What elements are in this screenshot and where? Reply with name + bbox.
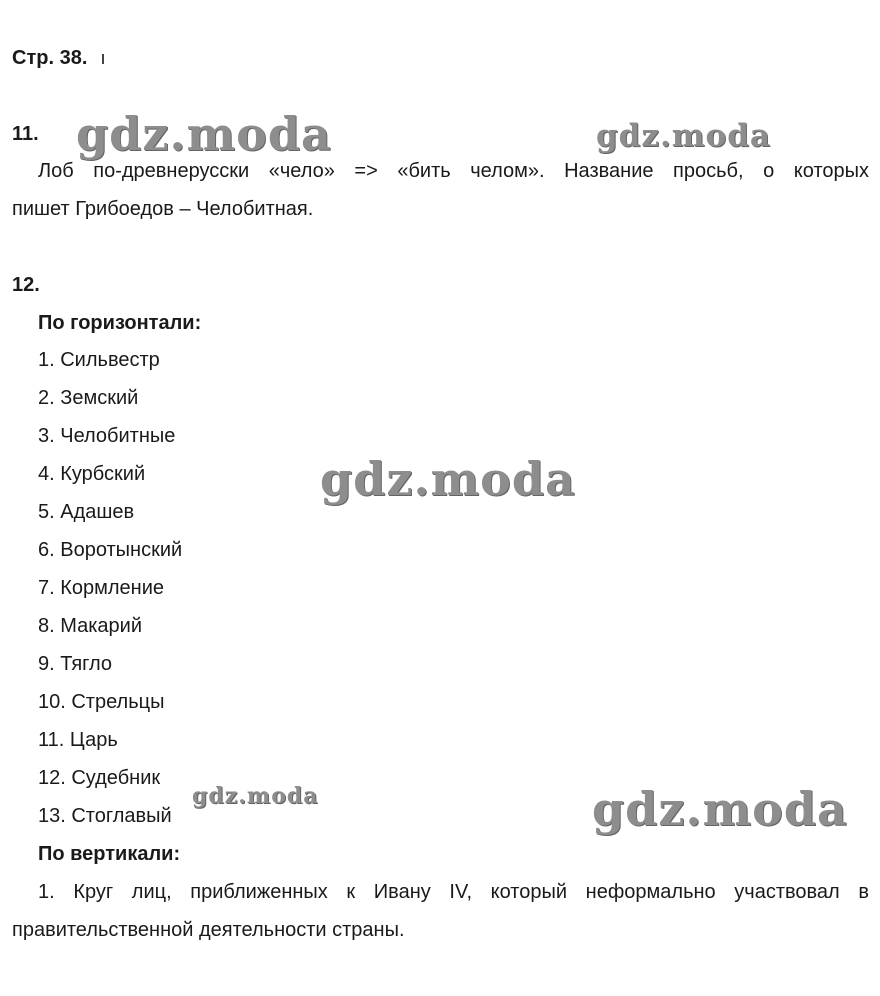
vertical-clue-line-1: 1. Круг лиц, приближенных к Ивану IV, который неформально участвовал в [38, 881, 869, 903]
vertical-clue [12, 873, 869, 949]
horizontal-item: 3. Челобитные [38, 425, 176, 447]
horizontal-item: 8. Макарий [38, 615, 143, 637]
horizontal-item: 11. Царь [38, 729, 118, 751]
task-11-line-2: пишет Грибоедов – Челобитная. [12, 198, 314, 220]
horizontal-heading: По горизонтали: [38, 312, 202, 334]
task-11-answer [12, 152, 869, 228]
horizontal-item: 2. Земский [38, 387, 139, 409]
vertical-heading: По вертикали: [38, 843, 181, 865]
watermark: gdz.moda [320, 452, 576, 506]
horizontal-item: 4. Курбский [38, 463, 146, 485]
task-11-number: 11. [12, 123, 39, 145]
horizontal-item: 1. Сильвестр [38, 349, 160, 371]
watermark: gdz.moda [592, 782, 848, 836]
task-12-number: 12. [12, 274, 40, 296]
horizontal-item: 10. Стрельцы [38, 691, 165, 713]
watermark: gdz.moda [192, 783, 319, 809]
horizontal-item: 5. Адашев [38, 501, 135, 523]
horizontal-item: 13. Стоглавый [38, 805, 172, 827]
watermark: gdz.moda [76, 107, 332, 161]
page-label: Стр. 38. [12, 47, 88, 69]
watermark: gdz.moda [596, 118, 771, 154]
task-11-line-1: Лоб по-древнерусски «чело» => «бить челом». Название просьб, о которых [38, 160, 869, 182]
vertical-clue-line-2: правительственной деятельности страны. [12, 919, 405, 941]
horizontal-item: 7. Кормление [38, 577, 165, 599]
horizontal-item: 12. Судебник [38, 767, 161, 789]
horizontal-item: 6. Воротынский [38, 539, 183, 561]
stray-mark [102, 54, 104, 64]
horizontal-item: 9. Тягло [38, 653, 113, 675]
